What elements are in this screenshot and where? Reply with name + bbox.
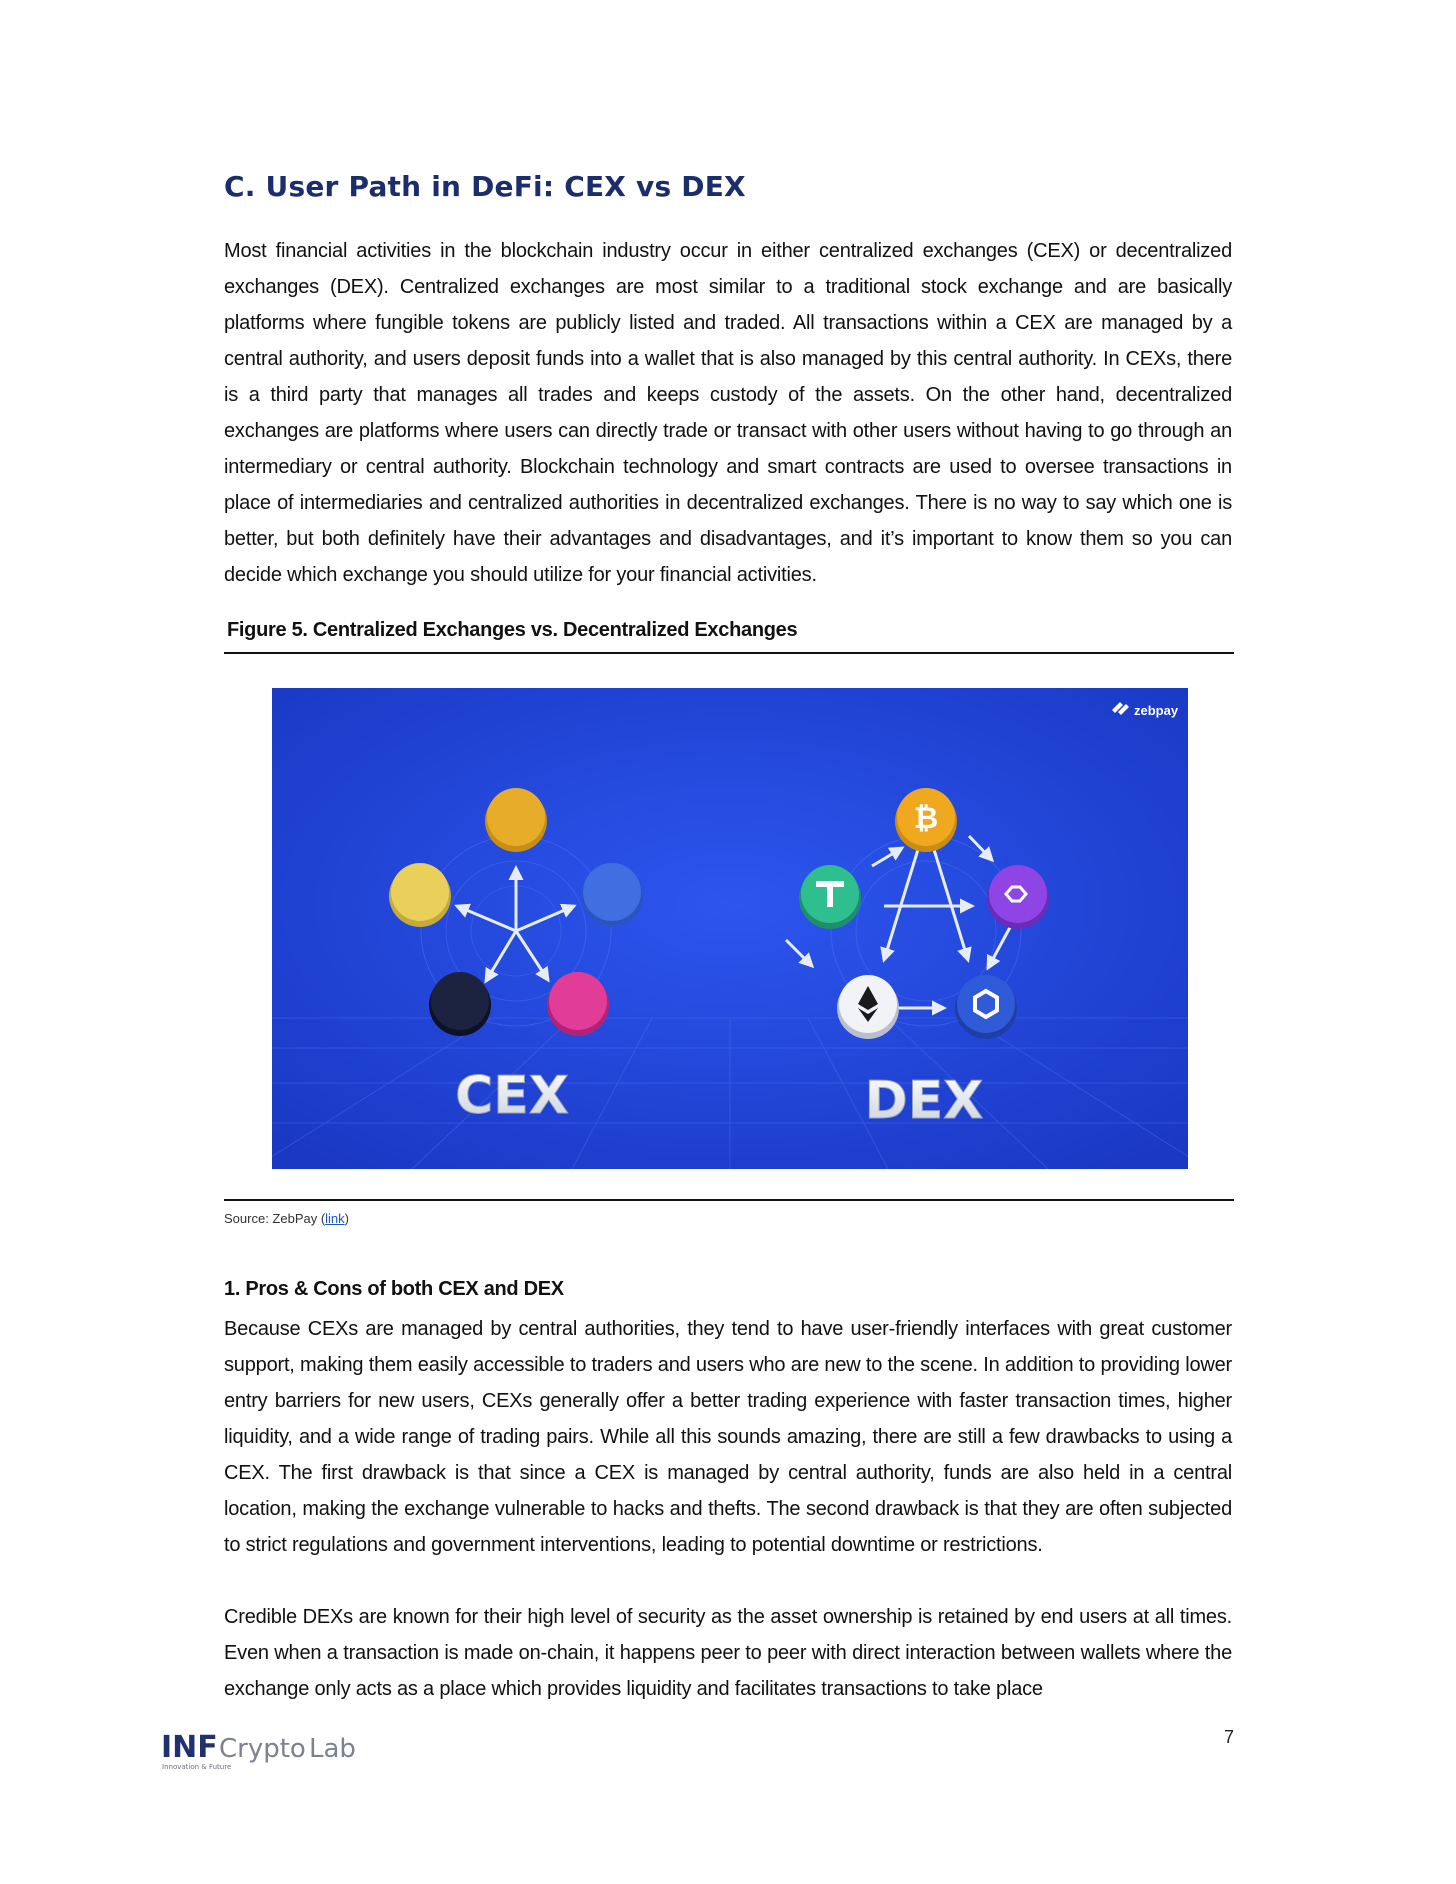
cex-pros-cons-paragraph: Because CEXs are managed by central authorities, they tend to have user-friendly interfaces with great customer support, making them easily accessible to traders and users who are new to the scene. In addition to providing lower entry barriers for new users, CEXs generally offer a better trading experience with faster transaction times, higher liquidity, and a wide range of trading pairs. While all this sounds amazing, there are still a few drawbacks to using a CEX. The first drawback is that since a CEX is managed by central authority, funds are also held in a central location, making the exchange vulnerable to hacks and thefts. The second drawback is that they are often subjected to strict regulations and government interventions, leading to potential downtime or restrictions.: [224, 1318, 1232, 1556]
figure-top-rule: [224, 652, 1234, 654]
section-heading: C. User Path in DeFi: CEX vs DEX: [224, 170, 746, 203]
logo-tagline: Innovation & Future: [162, 1763, 232, 1771]
source-suffix: ): [344, 1211, 350, 1226]
svg-text:₿: ₿: [913, 801, 939, 836]
figure-caption: Figure 5. Centralized Exchanges vs. Decentralized Exchanges: [227, 619, 798, 641]
zebpay-brand-text: zebpay: [1134, 703, 1179, 718]
figure-bottom-rule: [224, 1199, 1234, 1201]
logo-inf-text: INF: [161, 1730, 218, 1765]
page-number: 7: [1224, 1727, 1235, 1747]
logo-lab-text: Lab: [309, 1734, 356, 1764]
cex-label: CEX: [455, 1066, 569, 1126]
logo-crypto-text: Crypto: [219, 1734, 306, 1764]
source-prefix: Source: ZebPay (: [224, 1211, 326, 1226]
inf-crypto-lab-logo: [161, 1727, 361, 1782]
source-link[interactable]: link: [325, 1211, 345, 1226]
figure-source: [224, 1211, 349, 1226]
intro-paragraph: Most financial activities in the blockchain industry occur in either centralized exchanges (CEX) or decentralized exchanges (DEX). Centralized exchanges are most similar to a traditional stock exchange and are basically platforms where fungible tokens are publicly listed and traded. All transactions within a CEX are managed by a central authority, and users deposit funds into a wallet that is also managed by this central authority. In CEXs, there is a third party that manages all trades and keeps custody of the assets. On the other hand, decentralized exchanges are platforms where users can directly trade or transact with other users without having to go through an intermediary or central authority. Blockchain technology and smart contracts are used to oversee transactions in place of intermediaries and centralized authorities in decentralized exchanges. There is no way to say which one is better, but both definitely have their advantages and disadvantages, and it’s important to know them so you can decide which exchange you should utilize for your financial activities.: [224, 240, 1232, 586]
dex-label: DEX: [864, 1071, 984, 1131]
cex-vs-dex-figure: [272, 688, 1188, 1169]
dex-paragraph: Credible DEXs are known for their high level of security as the asset ownership is retained by end users at all times. Even when a transaction is made on-chain, it happens peer to peer with direct interaction between wallets where the exchange only acts as a place which provides liquidity and facilitates transactions to take place: [224, 1606, 1232, 1700]
subsection-heading: 1. Pros & Cons of both CEX and DEX: [224, 1278, 564, 1300]
